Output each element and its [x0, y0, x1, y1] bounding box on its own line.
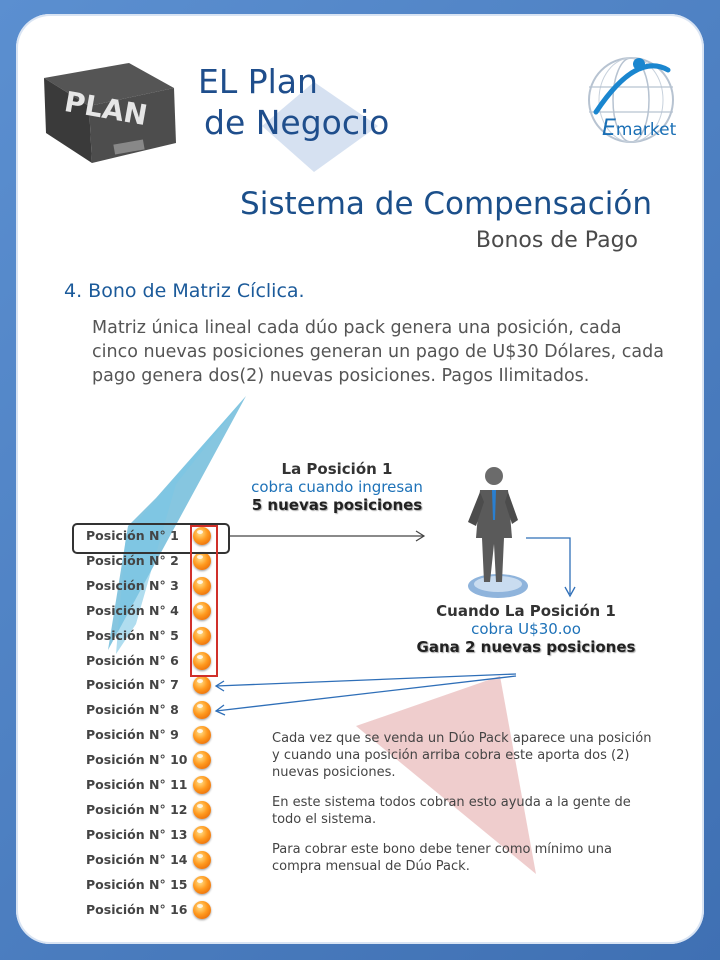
- bono-title: 4. Bono de Matriz Cíclica.: [64, 280, 305, 302]
- callout-1-line1: La Posición 1: [281, 460, 393, 478]
- notes: [272, 730, 662, 888]
- position-ball-icon: [193, 901, 211, 919]
- arrow-to-pos7: [216, 674, 516, 686]
- title-line2: de Negocio: [204, 103, 390, 142]
- logo-text: [602, 116, 676, 141]
- briefcase-icon: [34, 58, 184, 168]
- position-label-16: Posición N° 16: [86, 901, 188, 917]
- position-label-9: Posición N° 9: [86, 727, 179, 743]
- position-label-11: Posición N° 11: [86, 777, 188, 792]
- callout-2: [396, 602, 656, 656]
- position-label-3: Posición N° 3: [86, 577, 179, 593]
- callout-2-line2: cobra U$30.oo: [471, 620, 581, 638]
- section-title: Sistema de Compensación: [240, 186, 652, 222]
- position-label-4: Posición N° 4: [86, 602, 179, 618]
- bono-description: Matriz única lineal cada dúo pack genera una posición, cada cinco nuevas posiciones generan un pago de U$30 Dólares, cada pago genera dos(2) nuevas posiciones. Pagos Ilimitados.: [92, 318, 664, 386]
- position-label-2: Posición N° 2: [86, 552, 179, 568]
- position-label-10: Posición N° 10: [86, 752, 188, 768]
- briefcase-label: PLAN: [61, 85, 150, 133]
- note-2: En este sistema todos cobran esto ayuda a la gente de todo el sistema.: [272, 795, 631, 827]
- businessman-icon: [450, 460, 540, 610]
- position-label-5: Posición N° 5: [86, 627, 179, 643]
- title-line1: EL Plan: [198, 62, 318, 101]
- callout-1-line3: 5 nuevas posiciones: [251, 496, 423, 514]
- position-ball-icon: [193, 751, 211, 769]
- slide-card: [16, 14, 704, 944]
- emarket-logo: [576, 42, 686, 152]
- position-label-6: Posición N° 6: [86, 652, 179, 668]
- callout-2-line1: Cuando La Posición 1: [436, 602, 616, 620]
- logo-initial: E: [602, 116, 616, 141]
- position-ball-icon: [193, 801, 211, 819]
- position-label-13: Posición N° 13: [86, 826, 188, 842]
- callout-1: [212, 460, 462, 514]
- position-ball-icon: [193, 826, 211, 844]
- position-label-7: Posición N° 7: [86, 677, 179, 693]
- position-label-8: Posición N° 8: [86, 702, 179, 718]
- position-ball-icon: [193, 851, 211, 869]
- logo-word: market: [615, 120, 677, 140]
- note-1: Cada vez que se venda un Dúo Pack aparece una posición y cuando una posición arriba cobra este aporta dos (2) nuevas posiciones.: [272, 731, 652, 780]
- position-label-14: Posición N° 14: [86, 851, 188, 867]
- position-label-1: Posición N° 1: [86, 528, 179, 543]
- position-ball-icon: [193, 776, 211, 794]
- section-subtitle: Bonos de Pago: [475, 228, 638, 253]
- position-label-12: Posición N° 12: [86, 801, 188, 817]
- position-label-15: Posición N° 15: [86, 876, 188, 892]
- callout-2-line3: Gana 2 nuevas posiciones: [416, 638, 636, 656]
- position-ball-icon: [193, 876, 211, 894]
- callout-1-line2: cobra cuando ingresan: [251, 478, 423, 496]
- note-3: Para cobrar este bono debe tener como mínimo una compra mensual de Dúo Pack.: [272, 842, 612, 874]
- first-six-highlight: [190, 525, 218, 677]
